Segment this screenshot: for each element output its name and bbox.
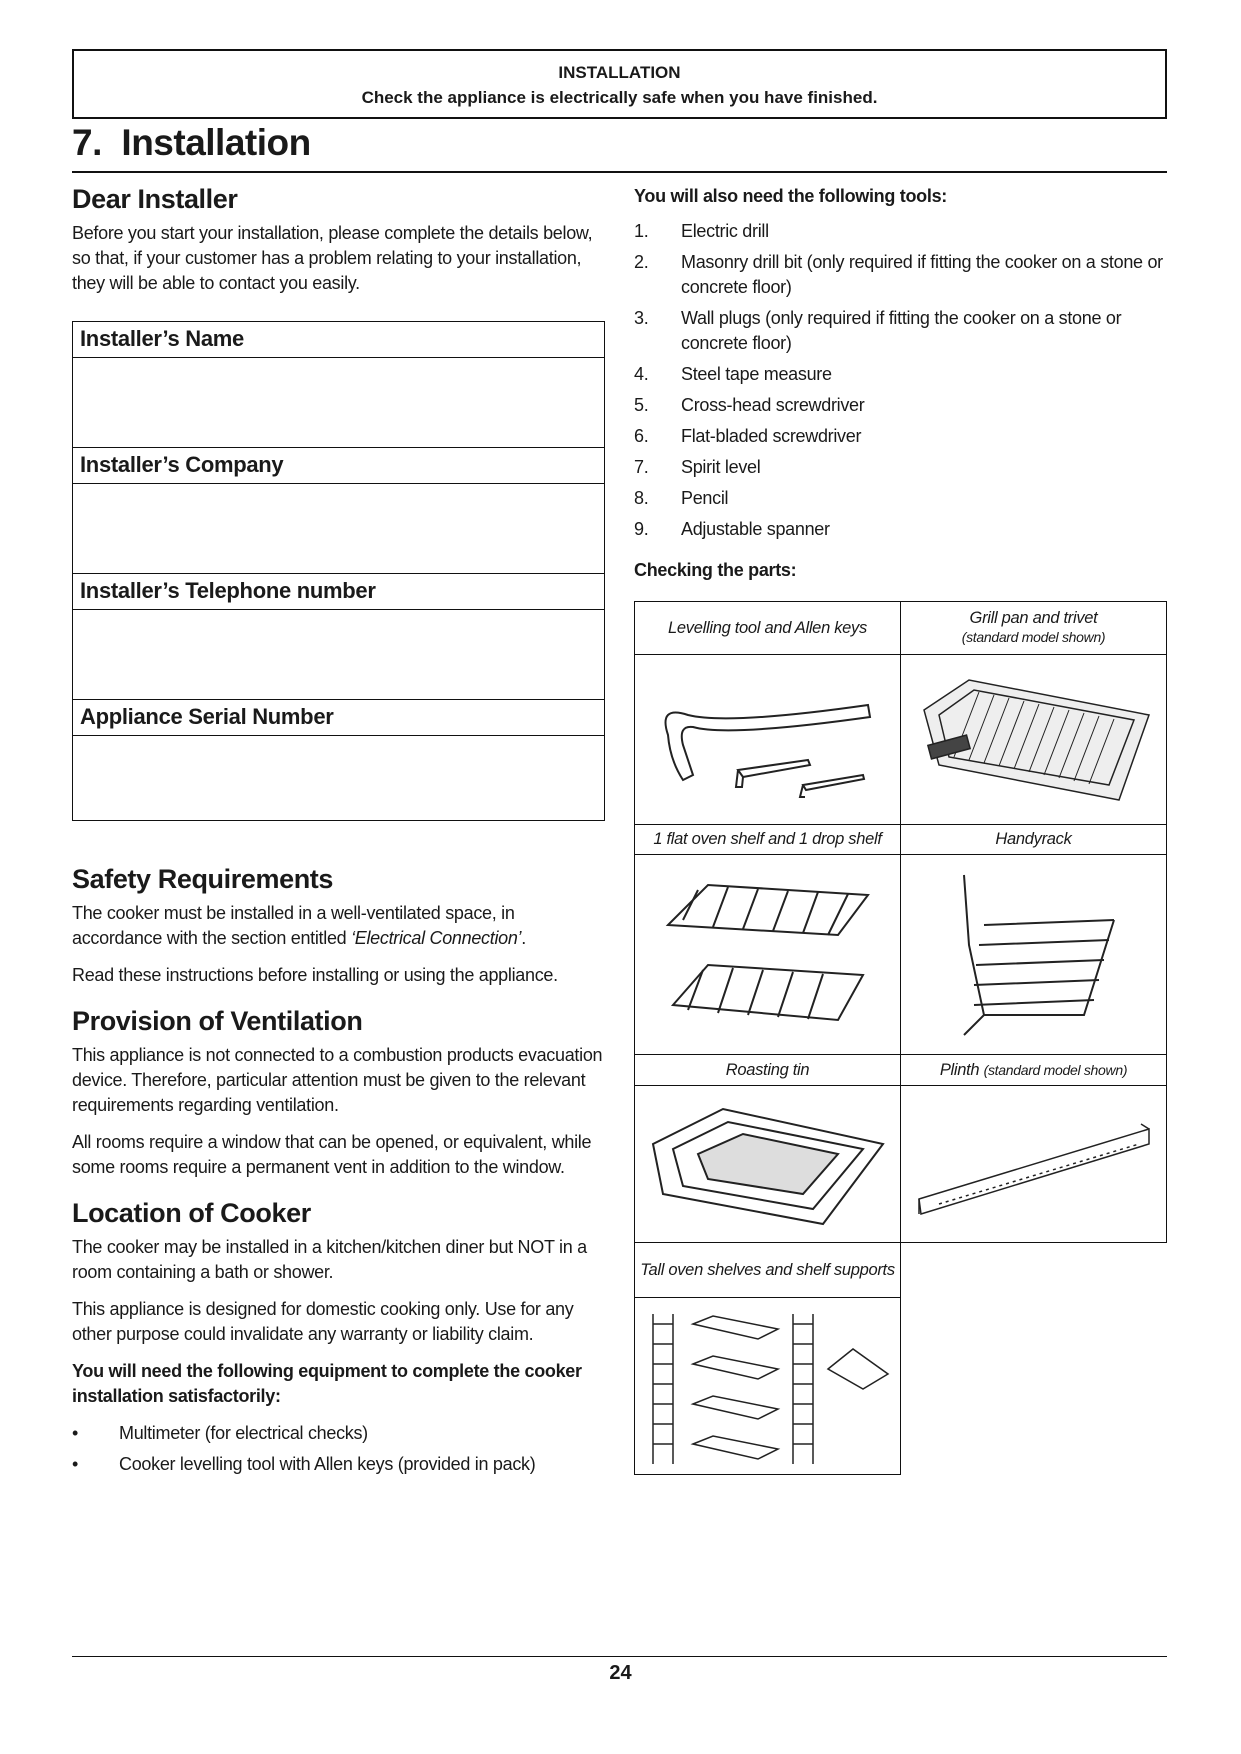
part-label-plinth: Plinth (standard model shown) — [901, 1055, 1167, 1086]
oven-shelves-illustration — [635, 855, 901, 1055]
form-label-serial-number: Appliance Serial Number — [73, 700, 604, 736]
tool-item — [634, 306, 1167, 356]
item-text: Electric drill — [681, 221, 769, 241]
header-section: INSTALLATION — [558, 63, 681, 82]
item-text: Flat-bladed screwdriver — [681, 426, 862, 446]
item-number: 5. — [634, 395, 649, 415]
tools-heading: You will also need the following tools: — [634, 186, 947, 206]
ventilation-text-1: This appliance is not connected to a combustion products evacuation device. Therefore, particular attention must be given to the relevant requirements regarding ventilation. — [72, 1045, 603, 1115]
serial-number-field[interactable] — [73, 736, 604, 820]
tool-item — [634, 517, 1167, 542]
item-text: Cross-head screwdriver — [681, 395, 865, 415]
tool-item — [634, 486, 1167, 511]
tall-oven-shelves-illustration — [635, 1298, 901, 1475]
item-number: 8. — [634, 488, 649, 508]
equipment-heading: You will need the following equipment to complete the cooker installation satisfactorily: — [72, 1361, 582, 1406]
equipment-text: Cooker levelling tool with Allen keys (provided in pack) — [119, 1454, 536, 1474]
tool-item — [634, 393, 1167, 418]
header-notice-box — [72, 49, 1167, 119]
tool-item — [634, 455, 1167, 480]
tool-item — [634, 250, 1167, 300]
form-label-installer-name: Installer’s Name — [73, 322, 604, 358]
title-rule — [72, 171, 1167, 173]
safety-text-1-end: . — [521, 928, 526, 948]
item-text: Steel tape measure — [681, 364, 832, 384]
installer-details-form — [72, 321, 605, 821]
tool-item — [634, 219, 1167, 244]
item-number: 9. — [634, 519, 649, 539]
tools-list — [634, 219, 1167, 542]
safety-section — [72, 864, 605, 1483]
page-number: 24 — [609, 1662, 632, 1684]
ventilation-text-2: All rooms require a window that can be opened, or equivalent, while some rooms require a permanent vent in addition to the window. — [72, 1132, 592, 1177]
item-number: 2. — [634, 252, 649, 272]
roasting-tin-illustration — [635, 1086, 901, 1243]
item-text: Wall plugs (only required if fitting the cooker on a stone or concrete floor) — [681, 308, 1122, 353]
location-text-1: The cooker may be installed in a kitchen/kitchen diner but NOT in a room containing a bath or shower. — [72, 1237, 587, 1282]
header-warning: Check the appliance is electrically safe when you have finished. — [361, 88, 878, 107]
ventilation-heading: Provision of Ventilation — [72, 1006, 363, 1036]
footer-rule — [72, 1656, 1167, 1657]
tool-item — [634, 424, 1167, 449]
tools-section — [634, 186, 1167, 581]
item-text: Masonry drill bit (only required if fitting the cooker on a stone or concrete floor) — [681, 252, 1163, 297]
equipment-item — [72, 1421, 605, 1446]
part-label-roasting-tin: Roasting tin — [635, 1055, 901, 1086]
location-text-2: This appliance is designed for domestic cooking only. Use for any other purpose could invalidate any warranty or liability claim. — [72, 1299, 574, 1344]
page-title: 7. Installation — [72, 122, 311, 163]
safety-text-1-ref: ‘Electrical Connection’ — [351, 928, 522, 948]
item-text: Adjustable spanner — [681, 519, 830, 539]
equipment-text: Multimeter (for electrical checks) — [119, 1423, 368, 1443]
safety-text-1-main: The cooker must be installed in a well-ventilated space, in accordance with the section entitled — [72, 903, 515, 948]
installer-telephone-field[interactable] — [73, 610, 604, 700]
installer-company-field[interactable] — [73, 484, 604, 574]
equipment-item — [72, 1452, 605, 1477]
form-label-installer-telephone: Installer’s Telephone number — [73, 574, 604, 610]
location-heading: Location of Cooker — [72, 1198, 311, 1228]
item-number: 4. — [634, 364, 649, 384]
item-text: Spirit level — [681, 457, 761, 477]
form-label-installer-company: Installer’s Company — [73, 448, 604, 484]
grill-pan-illustration — [901, 655, 1167, 825]
safety-text-2: Read these instructions before installing or using the appliance. — [72, 965, 558, 985]
item-number: 3. — [634, 308, 649, 328]
installer-name-field[interactable] — [73, 358, 604, 448]
dear-installer-heading: Dear Installer — [72, 184, 238, 214]
part-label-oven-shelves: 1 flat oven shelf and 1 drop shelf — [635, 825, 901, 855]
item-number: 7. — [634, 457, 649, 477]
part-label-levelling-tool: Levelling tool and Allen keys — [635, 602, 901, 655]
item-text: Pencil — [681, 488, 729, 508]
part-label-handyrack: Handyrack — [901, 825, 1167, 855]
bullet-icon: • — [72, 1423, 79, 1443]
plinth-illustration — [901, 1086, 1167, 1243]
levelling-tool-illustration — [635, 655, 901, 825]
dear-installer-text: Before you start your installation, please complete the details below, so that, if your customer has a problem relating to your installation, they will be able to contact you easily. — [72, 223, 593, 293]
item-number: 1. — [634, 221, 649, 241]
part-label-grill-pan: Grill pan and trivet (standard model shown) — [901, 602, 1167, 655]
parts-table — [634, 601, 1167, 1475]
safety-heading: Safety Requirements — [72, 864, 333, 894]
safety-text-1 — [72, 901, 605, 951]
bullet-icon: • — [72, 1454, 79, 1474]
tool-item — [634, 362, 1167, 387]
part-label-tall-oven-shelves: Tall oven shelves and shelf supports — [635, 1243, 901, 1298]
handyrack-illustration — [901, 855, 1167, 1055]
item-number: 6. — [634, 426, 649, 446]
parts-heading: Checking the parts: — [634, 560, 797, 580]
dear-installer-section — [72, 184, 605, 308]
